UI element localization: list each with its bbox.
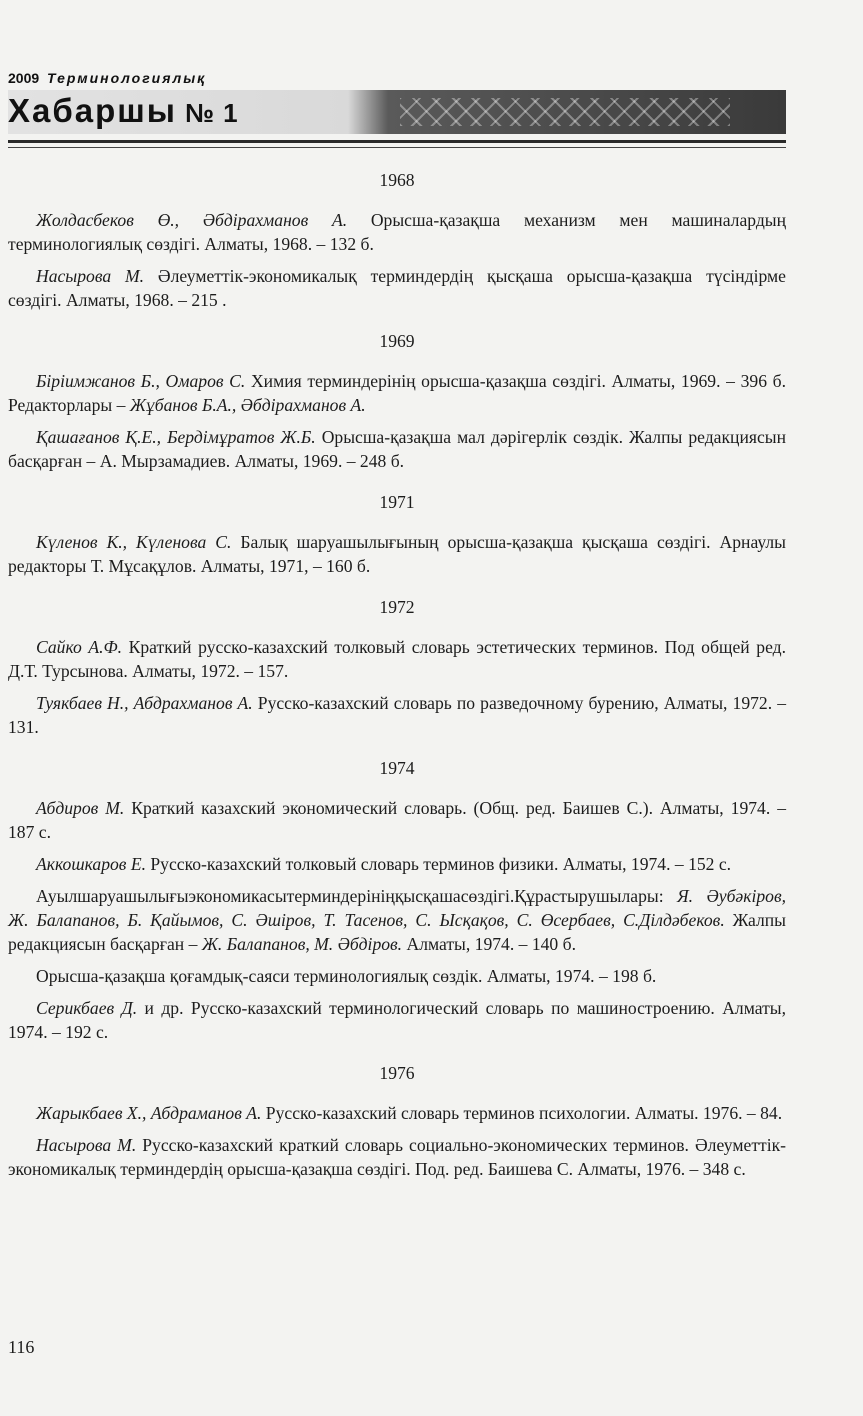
journal-title: Хабаршы xyxy=(8,92,177,129)
entry-author: Жарыкбаев Х., Абдраманов А. xyxy=(36,1103,262,1123)
entry-text: Орысша-қазақша қоғамдық-саяси терминологиялық сөздік. Алматы, 1974. – 198 б. xyxy=(36,966,657,986)
entry-text: Ауылшаруашылығыэкономикасытерминдерініңқысқашасөздігі.Құрастырушылары: xyxy=(36,886,678,906)
year-heading: 1969 xyxy=(379,331,415,351)
bibliography-entry xyxy=(8,369,786,417)
year-heading: 1972 xyxy=(379,597,415,617)
entry-author: Жолдасбеков Ө., Әбдірахманов А. xyxy=(36,210,348,230)
masthead-title xyxy=(8,92,239,130)
entry-text: Русско-казахский толковый словарь терминов физики. Алматы, 1974. – 152 с. xyxy=(145,854,732,874)
year-heading: 1974 xyxy=(379,758,415,778)
year-heading: 1976 xyxy=(379,1063,415,1083)
bibliography-entry xyxy=(8,208,786,256)
entry-author: Туякбаев Н., Абдрахманов А. xyxy=(36,693,253,713)
header-series: Терминологиялық xyxy=(47,70,207,86)
bibliography-entry xyxy=(8,964,786,988)
page-number: 116 xyxy=(8,1337,35,1357)
year-heading: 1968 xyxy=(379,170,415,190)
bibliography-entry xyxy=(8,530,786,578)
entry-text: Краткий казахский экономический словарь. (Общ. ред. Баишев С.). Алматы, 1974. – 187 с. xyxy=(8,798,786,842)
bibliography-entry xyxy=(8,996,786,1044)
bibliography xyxy=(8,168,786,1198)
bibliography-entry xyxy=(8,884,786,956)
bibliography-entry xyxy=(8,425,786,473)
bibliography-entry xyxy=(8,1101,786,1125)
bibliography-entry xyxy=(8,852,786,876)
entry-text: Әлеуметтік-экономикалық терминдердің қысқаша орысша-қазақша түсіндірме сөздігі. Алматы, 1968. – 215 . xyxy=(8,266,786,310)
entry-text: Русско-казахский словарь по разведочному бурению, Алматы, 1972. – 131. xyxy=(8,693,787,737)
entry-text: Орысша-қазақша механизм мен машиналардың терминологиялық сөздігі. Алматы, 1968. – 132 б. xyxy=(8,210,787,254)
entry-text: Русско-казахский словарь терминов психологии. Алматы. 1976. – 84. xyxy=(261,1103,783,1123)
entry-text: Краткий русско-казахский толковый словарь эстетических терминов. Под общей ред. Д.Т. Турсынова. Алматы, 1972. – 157. xyxy=(8,637,786,681)
header-rule xyxy=(8,140,786,143)
entry-text: Химия терминдерінің орысша-қазақша сөздігі. Алматы, 1969. – 396 б. Редакторлары – xyxy=(8,371,786,415)
entry-text: и др. Русско-казахский терминологический словарь по машиностроению. Алматы, 1974. – 192 с. xyxy=(8,998,786,1042)
bibliography-entry xyxy=(8,1133,786,1181)
entry-author: Насырова М. xyxy=(36,1135,137,1155)
entry-editors: Жұбанов Б.А., Әбдірахманов А. xyxy=(129,395,366,415)
entry-author: Қашағанов Қ.Е., Бердімұратов Ж.Б. xyxy=(36,427,316,447)
header-year: 2009 xyxy=(8,70,40,86)
masthead-banner xyxy=(8,90,786,134)
entry-text: Орысша-қазақша мал дәрігерлік сөздік. Жалпы редакциясын басқарған – А. Мырзамадиев. Алматы, 1969. – 248 б. xyxy=(8,427,786,471)
entry-author: Біріимжанов Б., Омаров С. xyxy=(36,371,246,391)
entry-author: Абдиров М. xyxy=(36,798,125,818)
bibliography-entry xyxy=(8,264,786,312)
running-header xyxy=(8,70,206,86)
ornament-pattern xyxy=(400,98,730,126)
entry-editors: Я. Әубәкіров, Ж. Балапанов, Б. Қайымов, С. Әшіров, Т. Тасенов, С. Ысқақов, С. Өсербаев, С.Ділдәбеков. xyxy=(8,886,786,930)
entry-author: Сайко А.Ф. xyxy=(36,637,123,657)
entry-text: Алматы, 1974. – 140 б. xyxy=(402,934,576,954)
bibliography-entry xyxy=(8,691,786,739)
entry-author: Аккошкаров Е. xyxy=(36,854,146,874)
entry-text: Русско-казахский краткий словарь социально-экономических терминов. Әлеуметтік-экономикалық терминдердің орысша-қазақша сөздігі. Под. ред. Баишева С. Алматы, 1976. – 348 с. xyxy=(8,1135,786,1179)
entry-text: Жалпы редакциясын басқарған – xyxy=(8,910,786,954)
year-heading: 1971 xyxy=(379,492,415,512)
entry-author: Насырова М. xyxy=(36,266,145,286)
bibliography-entry xyxy=(8,796,786,844)
entry-editors: Ж. Балапанов, М. Әбдіров. xyxy=(201,934,403,954)
bibliography-entry xyxy=(8,635,786,683)
entry-author: Күленов К., Күленова С. xyxy=(36,532,232,552)
issue-number: № 1 xyxy=(184,98,239,128)
entry-author: Серикбаев Д. xyxy=(36,998,138,1018)
header-rule-thin xyxy=(8,147,786,148)
entry-text: Балық шаруашылығының орысша-қазақша қысқаша сөздігі. Арнаулы редакторы Т. Мұсақұлов. Алматы, 1971, – 160 б. xyxy=(8,532,786,576)
